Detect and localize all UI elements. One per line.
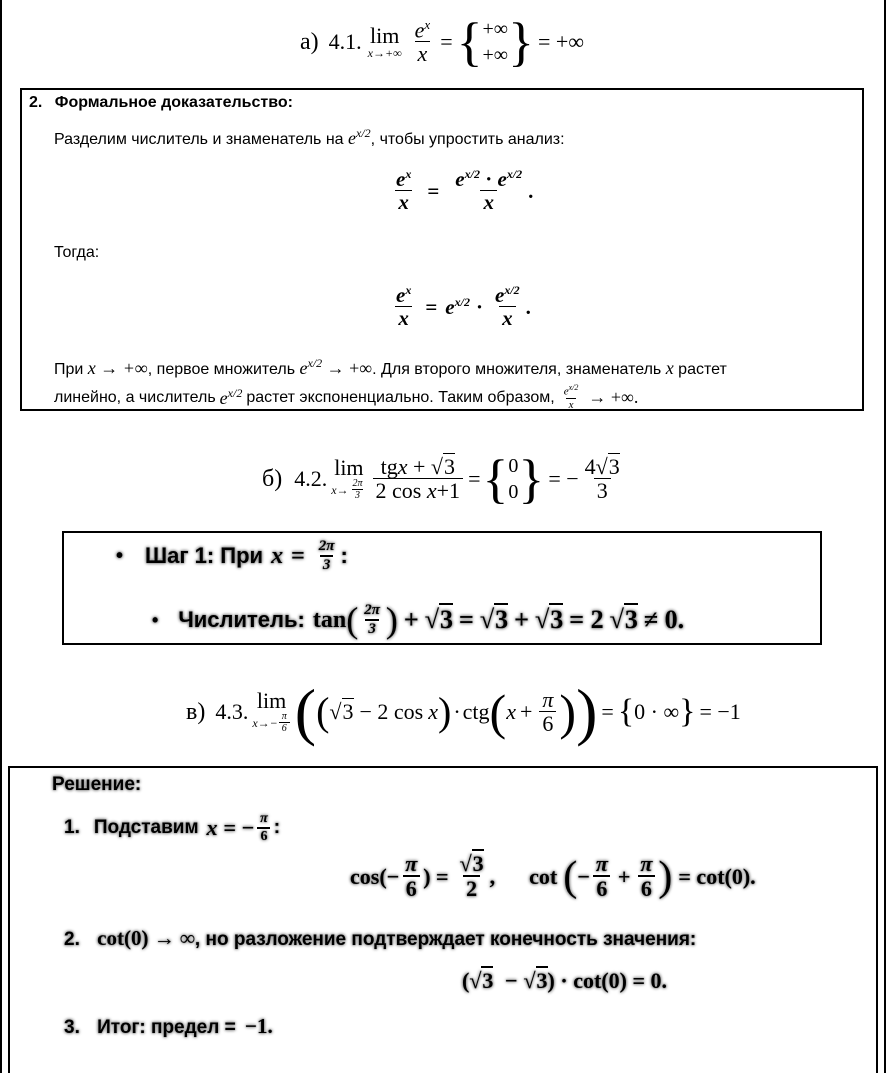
eq2-lhs: $\frac{e^x}{x}$ [396, 283, 412, 331]
step-3: 3. Итог: предел = −1. [64, 1014, 273, 1038]
label: б) [262, 465, 283, 492]
step1-line: • Шаг 1: При x = $\frac{2\pi}{3}$ : [116, 538, 348, 573]
solution-title: Решение: [52, 774, 142, 795]
lim-word: lim [369, 23, 400, 48]
brace-bottom: +∞ [482, 44, 509, 66]
heading-text: Формальное доказательство: [54, 94, 293, 111]
denominator: x [415, 41, 431, 66]
step-1: 1. Подставим x = − $\frac{\pi}{6}$ : [64, 811, 281, 844]
limit: lim x→− $\frac{\pi}{6}$ [252, 690, 290, 735]
main-fraction: $\frac{\text{tgx + √3}}{\text{2 cos x+1}}$ [373, 455, 464, 503]
brace-right: } [508, 12, 534, 72]
numerator-line: • Числитель: tan ( $\frac{2\pi}{3}$ ) + √3 = √3 + √3 = 2 √3 ≠ 0. [152, 600, 685, 640]
brace-top: +∞ [482, 18, 509, 40]
equation-1: $\frac{e^x}{x}$ = $\frac{e^{x/2} \cdot e^{x/2}}{x}$ . [390, 168, 533, 214]
result-fraction: $\frac{4√3}{3}$ [584, 453, 620, 503]
label: а) [300, 28, 319, 55]
eq2-frac: $\frac{e^{x/2}}{x}$ [494, 283, 520, 331]
section-a-formula [300, 10, 584, 74]
fraction [412, 18, 434, 67]
then-label: Тогда: [54, 244, 100, 261]
line2-fraction: $\frac{e^{x/2}}{x}$ [563, 383, 579, 412]
proof-box [20, 88, 864, 411]
limit [368, 25, 402, 59]
brace-content: 0 0 [508, 455, 519, 503]
problem-number: 4.1. [328, 29, 362, 54]
problem-number: 4.2. [294, 466, 328, 491]
page-left-border [0, 0, 2, 1073]
equation-3: (√3 − √3) · cot(0) = 0. [462, 968, 667, 993]
problem-number: 4.3. [215, 699, 249, 724]
proof-intro: Разделим числитель и знаменатель на $e^{x/2}$, чтобы упростить анализ: [54, 126, 565, 148]
section-c-formula: в) 4.3. lim x→− $\frac{\pi}{6}$ ( ( √3 − 2 cos x ) · ctg ( x + $\frac{\pi}{6}$ ) ) = { 0 · ∞ } = −1 [186, 676, 741, 747]
step-2: 2. cot(0) → ∞, но разложение подтверждает конечность значения: [64, 926, 697, 950]
proof-heading [29, 94, 293, 112]
eq1-lhs: $\frac{e^x}{x}$ [396, 167, 412, 215]
brace-content [483, 16, 509, 68]
brace-content: 0 · ∞ [634, 699, 680, 724]
equation-2: $\frac{e^x}{x}$ = $e^{x/2}$ · $\frac{e^{x/2}}{x}$ . [390, 284, 531, 330]
numerator: $e^x$ [414, 16, 431, 43]
section-b-formula: б) 4.2. lim x→ $\frac{2\pi}{3}$ $\frac{\text{tgx + √3}}{\text{2 cos x+1}}$ = { 0 0 } = − $\frac{4√3}{3}$ [262, 444, 626, 514]
label: в) [186, 698, 206, 725]
brace-left: { [482, 449, 509, 509]
lim-subscript: x→+∞ [367, 46, 402, 60]
heading-number: 2. [29, 94, 43, 111]
cos-cot-line: cos(− $\frac{\pi}{6}$ ) = $\frac{√3}{2}$ , cot ( − $\frac{\pi}{6}$ + $\frac{\pi}{6}$ ) = cot(0). [350, 851, 756, 902]
proof-line-1: При x → +∞, первое множитель $e^{x/2}$ → +∞. Для второго множителя, знаменатель x растет [54, 356, 727, 378]
solution-box [8, 766, 878, 1073]
brace-right: } [518, 449, 545, 509]
brace-left: { [456, 12, 483, 72]
limit: lim x→ $\frac{2\pi}{3}$ [331, 454, 364, 502]
proof-line-2: линейно, а числитель $e^{x/2}$ растет экспоненциально. Таким образом, $\frac{e^{x/2}}{x}$ → +∞. [54, 383, 639, 412]
eq1-rhs: $\frac{e^{x/2} \cdot e^{x/2}}{x}$ [455, 167, 523, 215]
result: = +∞ [538, 29, 584, 54]
step-box [62, 531, 822, 645]
equals: = [440, 29, 453, 54]
